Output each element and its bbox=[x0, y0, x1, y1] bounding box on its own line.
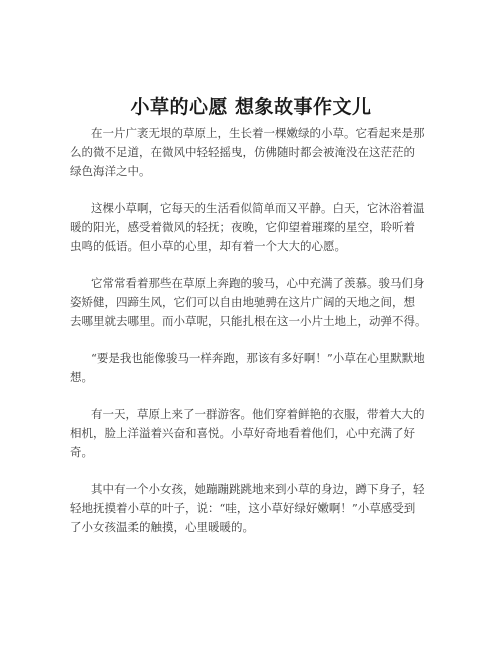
paragraph-line: 想。 bbox=[70, 370, 93, 384]
paragraph-6 bbox=[70, 480, 450, 537]
paragraph-line: 奇。 bbox=[70, 445, 93, 459]
paragraph-line: “要是我也能像骏马一样奔跑，那该有多好啊！”小草在心里默默地 bbox=[91, 351, 425, 365]
paragraph-line: 它常常看着那些在草原上奔跑的骏马，心中充满了羡慕。骏马们身 bbox=[91, 276, 425, 290]
paragraph-line: 去哪里就去哪里。而小草呢，只能扎根在这一小片土地上，动弹不得。 bbox=[70, 314, 427, 328]
paragraph-2 bbox=[70, 199, 450, 256]
paragraph-line: 轻地抚摸着小草的叶子，说：“哇，这小草好绿好嫩啊！”小草感受到 bbox=[70, 501, 416, 515]
paragraph-line: 其中有一个小女孩，她蹦蹦跳跳地来到小草的身边，蹲下身子，轻 bbox=[91, 482, 425, 496]
paragraph-line: 有一天，草原上来了一群游客。他们穿着鲜艳的衣服，带着大大的 bbox=[91, 407, 425, 421]
paragraph-line: 在一片广袤无垠的草原上，生长着一棵嫩绿的小草。它看起来是那 bbox=[91, 126, 425, 140]
document-title: 小草的心愿 想象故事作文儿 bbox=[130, 96, 372, 118]
paragraph-line: 了小女孩温柔的触摸，心里暖暖的。 bbox=[70, 520, 254, 534]
paragraph-line: 绿色海洋之中。 bbox=[70, 164, 151, 178]
paragraph-line: 虫鸣的低语。但小草的心里，却有着一个大大的心愿。 bbox=[70, 239, 346, 253]
paragraph-line: 相机，脸上洋溢着兴奋和喜悦。小草好奇地看着他们，心中充满了好 bbox=[70, 426, 415, 440]
paragraph-3 bbox=[70, 274, 450, 331]
paragraph-line: 暖的阳光，感受着微风的轻抚；夜晚，它仰望着璀璨的星空，聆听着 bbox=[70, 220, 415, 234]
paragraph-4 bbox=[70, 349, 450, 387]
paragraph-5 bbox=[70, 405, 450, 462]
paragraph-line: 姿矫健，四蹄生风，它们可以自由地驰骋在这片广阔的天地之间，想 bbox=[70, 295, 415, 309]
paragraph-line: 这棵小草啊，它每天的生活看似简单而又平静。白天，它沐浴着温 bbox=[91, 201, 425, 215]
paragraph-line: 么的微不足道，在微风中轻轻摇曳，仿佛随时都会被淹没在这茫茫的 bbox=[70, 145, 415, 159]
paragraph-1 bbox=[70, 124, 450, 181]
